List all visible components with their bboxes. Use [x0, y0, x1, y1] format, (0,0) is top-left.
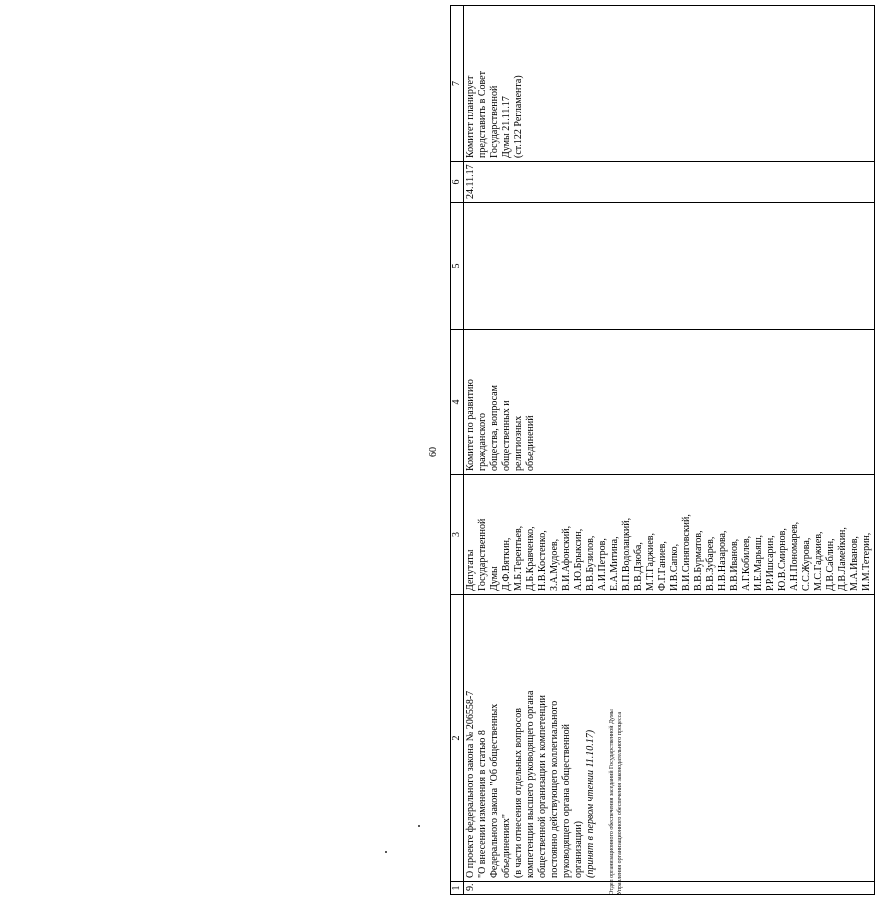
footer [608, 475, 624, 895]
bill-description [464, 595, 875, 882]
authors-cell [464, 475, 875, 595]
author-line: Думы [489, 566, 500, 591]
author-line: И.Е.Марьяш, [753, 534, 764, 591]
author-line: В.В.Зубарев, [705, 536, 716, 591]
column-number: 3 [451, 475, 464, 595]
author-line: С.С.Журова, [801, 537, 812, 591]
description-line: компетенции высшего руководящего органа [525, 690, 536, 878]
committee-line: общества, вопросам [489, 385, 500, 471]
remark-line: Государственной [489, 85, 500, 158]
author-line: М.Т.Гаджиев, [645, 533, 656, 591]
author-line: Д.В.Саблин, [825, 538, 836, 591]
author-line: Депутаты [465, 549, 476, 591]
column-number: 7 [451, 6, 464, 162]
description-line: руководящего органа общественной [561, 723, 572, 878]
committee-line: Комитет по развитию [465, 379, 476, 471]
description-line: постоянно действующего коллегиального [549, 700, 560, 878]
author-line: Ю.В.Смирнов, [777, 528, 788, 591]
author-line: Е.А.Митина, [609, 536, 620, 591]
author-line: В.П.Водолацкий, [621, 517, 632, 591]
description-line: (в части отнесения отдельных вопросов [513, 708, 524, 878]
page-number: 60 [428, 447, 439, 457]
authors-list [465, 478, 873, 591]
author-line: М.С.Гаджиев, [813, 531, 824, 591]
author-line: Д.В.Ламейкин, [837, 527, 848, 591]
author-line: В.В.Бурматов, [693, 530, 704, 591]
column-number: 2 [451, 595, 464, 882]
author-line: Государственной [477, 518, 488, 591]
committee-line: гражданского [477, 413, 488, 471]
first-reading-note: (принят в первом чтении 11.10.17) [585, 729, 596, 878]
footer-line: Управления организационного обеспечения законодательного процесса [617, 711, 623, 895]
description-line: объединениях" [501, 814, 512, 878]
committee-cell [464, 330, 875, 475]
author-line: В.И.Афонский, [561, 525, 572, 591]
date-cell: 24.11.17 [464, 162, 875, 203]
column-number-row [451, 6, 464, 895]
committee-line: религиозных [513, 415, 524, 471]
agenda-table [450, 5, 875, 895]
column-number: 1 [451, 882, 464, 895]
author-line: Н.В.Костенко, [537, 530, 548, 591]
scan-speck [385, 851, 387, 853]
author-line: М.А.Иванов, [849, 536, 860, 591]
author-line: З.А.Мудоев, [549, 538, 560, 591]
description-line: Федерального закона "Об общественных [489, 703, 500, 878]
scan-speck [418, 825, 420, 827]
author-line: А.Н.Пономарев, [789, 521, 800, 591]
author-line: И.В.Сапко, [669, 543, 680, 591]
remark-cell [464, 6, 875, 162]
column-number: 4 [451, 330, 464, 475]
author-line: Д.Б.Кравченко, [525, 526, 536, 591]
author-line: Р.Р.Ишсарин, [765, 535, 776, 591]
committee-line: общественных и [501, 400, 512, 471]
author-line: В.И.Синяговский, [681, 514, 692, 591]
column-number: 5 [451, 203, 464, 330]
committee-line: объединений [525, 415, 536, 471]
empty-cell [464, 203, 875, 330]
author-line: Н.В.Назарова, [717, 530, 728, 591]
author-line: А.Г.Кобилев, [741, 535, 752, 591]
author-line: А.Ю.Брыксин, [573, 528, 584, 591]
description-line: О проекте федерального закона № 206558-7 [465, 690, 476, 878]
description-line: организации) [573, 820, 584, 878]
author-line: В.В.Иванов, [729, 538, 740, 591]
author-line: А.И.Петров, [597, 538, 608, 591]
remark-line: Комитет планирует [465, 75, 476, 158]
author-line: В.В.Бузилов, [585, 535, 596, 591]
table-row [464, 6, 875, 895]
author-line: Ф.Г.Ганиев, [657, 541, 668, 591]
author-line: М.Б.Терентьев, [513, 525, 524, 591]
remark-line: (ст.122 Регламента) [513, 75, 524, 158]
author-line: Д.Ф.Вяткин, [501, 537, 512, 591]
description-line: "О внесении изменения в статью 8 [477, 730, 488, 878]
description-line: общественной организации к компетенции [537, 695, 548, 878]
author-line: И.М.Тетерин, [861, 532, 872, 591]
footer-line: Отдел организационного обеспечения заседаний Государственной Думы [609, 709, 615, 895]
author-line: В.В.Дзюба, [633, 542, 644, 591]
column-number: 6 [451, 162, 464, 203]
remark-line: Думы 21.11.17 [501, 96, 512, 158]
remark-line: представить в Совет [477, 71, 488, 158]
row-number: 9. [464, 882, 875, 895]
